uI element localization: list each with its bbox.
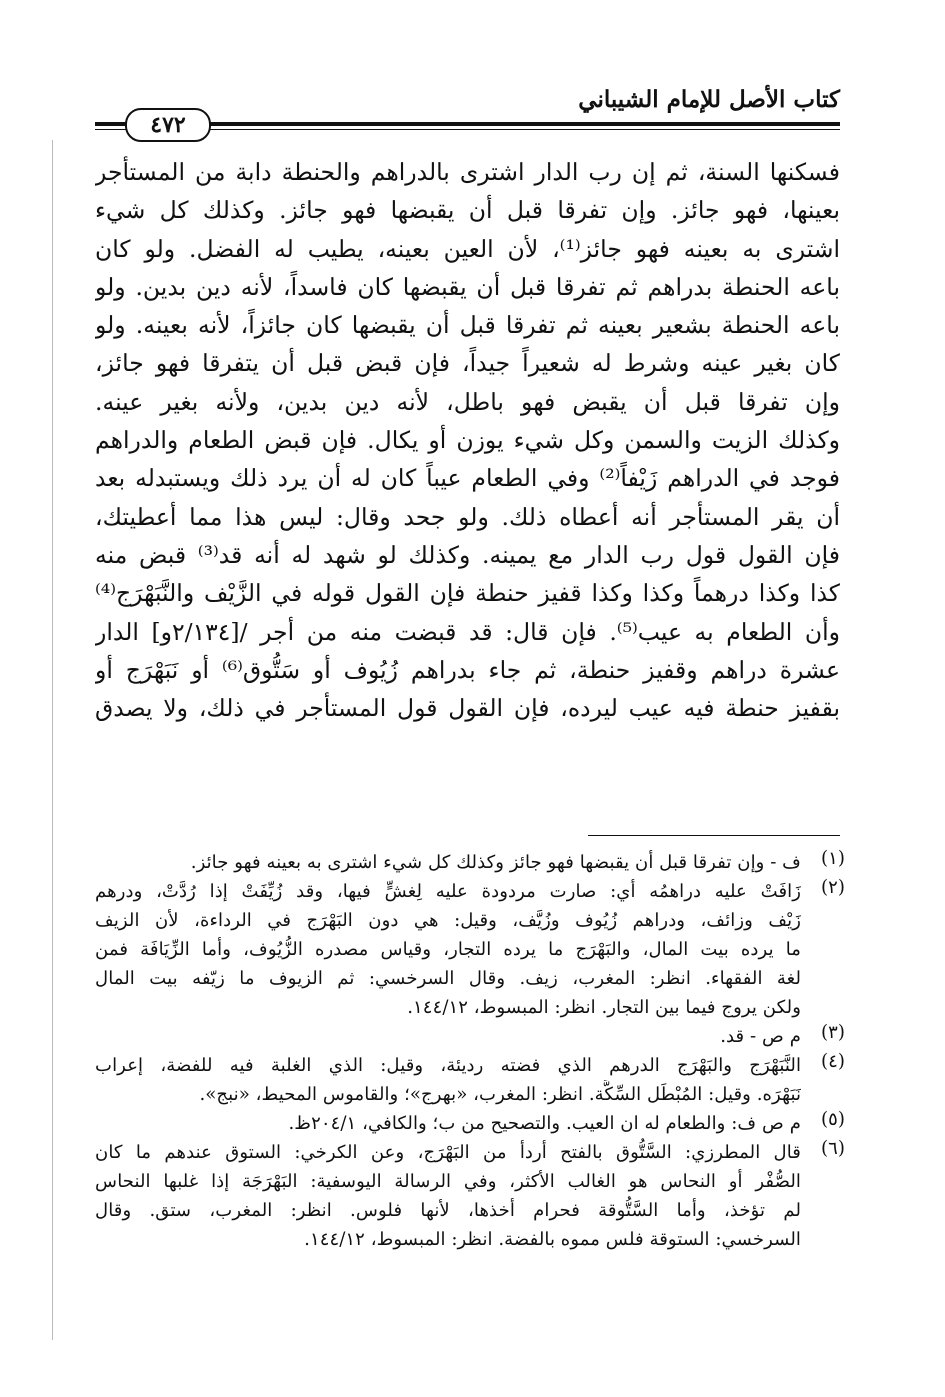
- main-text-line: أن يقر المستأجر أنه أعطاه ذلك. ولو جحد وقال: ليس هذا مما أعطيتك،: [95, 502, 840, 531]
- footnote-line: الصُّفْر أو النحاس هو الغالب الأكثر، وفي الرسالة اليوسفية: البَهْرَجَة إذا غلبها النحاس: [95, 1171, 801, 1192]
- footnote-body: [95, 877, 801, 1022]
- footnote-line: ما يرده بيت المال، والبَهْرَج ما يرده التجار، وقياس مصدره الزُّيُوف، وأما الزِّيَافَة فمن: [95, 939, 801, 960]
- footnote-2: [95, 877, 845, 1022]
- main-text-line: فإن القول قول رب الدار مع يمينه. وكذلك لو شهد له أنه قد⁽³⁾ قبض منه: [95, 540, 840, 569]
- footnote-line: السرخسي: الستوقة فلس مموه بالفضة. انظر: المبسوط، ١٤٤/١٢.: [304, 1229, 801, 1250]
- footnote-line: ف - وإن تفرقا قبل أن يقبضها فهو جائز وكذلك كل شيء اشترى به بعينه فهو جائز.: [190, 852, 801, 873]
- footnotes: [95, 848, 845, 1254]
- footnote-body: [95, 848, 801, 877]
- main-text-line: اشترى به بعينه فهو جائز⁽¹⁾، لأن العين بعينه، يطيب له الفضل. ولو كان: [95, 234, 840, 263]
- footnote-line: ولكن يروج فيما بين التجار. انظر: المبسوط، ١٤٤/١٢.: [407, 997, 801, 1018]
- main-text-line: بقفيز حنطة فيه عيب ليرده، فإن القول قول المستأجر في ذلك، ولا يصدق: [95, 694, 840, 723]
- main-text-line: فسكنها السنة، ثم إن رب الدار اشترى بالدراهم والحنطة دابة من المستأجر: [95, 158, 840, 186]
- footnote-line: زَافَتْ عليه دراهمُه أي: صارت مردودة عليه لِغشٍّ فيها، وقد زُيِّفَتْ إذا رُدَّتْ، ودرهم: [95, 881, 801, 902]
- page-margin-line: [52, 140, 53, 1340]
- footnote-line: م ص - قد.: [720, 1026, 801, 1047]
- footnote-body: [95, 1022, 801, 1051]
- main-text-line: باعه الحنطة بدراهم ثم تفرقا قبل أن يقبضها كان فاسداً، لأنه دين بدين. ولو: [95, 272, 840, 301]
- footnote-number: (٦): [821, 1138, 845, 1159]
- main-text-line: فوجد في الدراهم زَيْفاً⁽²⁾ وفي الطعام عيباً كان له أن يرد ذلك ويستبدله بعد: [95, 464, 840, 493]
- page-header: [95, 80, 840, 150]
- footnote-line: لم تؤخذ، وأما السَّتُّوقة فحرام أخذها، لأنها فلوس. انظر: المغرب، ستق. وقال: [95, 1200, 801, 1221]
- footnote-number: (٥): [821, 1109, 845, 1130]
- footnote-5: [95, 1109, 845, 1138]
- footnote-3: [95, 1022, 845, 1051]
- footnote-line: م ص ف: والطعام له ان العيب. والتصحيح من ب؛ والكافي، ٢٠٤/١ظ.: [288, 1113, 801, 1134]
- footnote-body: [95, 1051, 801, 1109]
- footnote-body: [95, 1138, 801, 1254]
- footnote-line: النَّبَهْرَج والبَهْرَج الدرهم الذي فضته رديئة، وقيل: الذي الغلبة فيه للفضة، إعراب: [95, 1055, 801, 1076]
- page-number: ٤٧٢: [125, 108, 211, 142]
- footnote-body: [95, 1109, 801, 1138]
- footnote-number: (٢): [821, 877, 845, 898]
- main-text-line: وأن الطعام به عيب⁽⁵⁾. فإن قال: قد قبضت منه من أجر /[٢/١٣٤و] الدار: [95, 617, 840, 646]
- main-text-line: بعينها، فهو جائز. وإن تفرقا قبل أن يقبضها فهو جائز. وكذلك كل شيء: [95, 196, 840, 225]
- footnote-line: لغة الفقهاء. انظر: المغرب، زيف. وقال السرخسي: ثم الزيوف ما زيّفه بيت المال: [95, 968, 801, 989]
- main-text-line: باعه الحنطة بشعير بعينه ثم تفرقا قبل أن يقبضها كان جائزاً، لأنه بعينه. ولو: [95, 311, 840, 340]
- footnote-4: [95, 1051, 845, 1109]
- footnote-line: قال المطرزي: السَّتُّوق بالفتح أردأ من البَهْرَج، وعن الكرخي: الستوق عندهم ما كان: [95, 1142, 801, 1163]
- main-text-line: كان بغير عينه وشرط له شعيراً جيداً، فإن قبض قبل أن يتفرقا فهو جائز،: [95, 349, 840, 378]
- footnote-line: نَبَهْرَه. وقيل: المُبْطَل السِّكَّة. انظر: المغرب، «بهرج»؛ والقاموس المحيط، «نبج».: [199, 1084, 801, 1105]
- main-text-line: وإن تفرقا قبل أن يقبض فهو باطل، لأنه دين بدين، ولأنه بغير عينه.: [95, 387, 840, 416]
- footnote-1: [95, 848, 845, 877]
- footnote-number: (٣): [821, 1022, 845, 1043]
- running-title: كتاب الأصل للإمام الشيباني: [578, 86, 840, 113]
- footnote-6: [95, 1138, 845, 1254]
- main-text-line: كذا وكذا درهماً وكذا وكذا قفيز حنطة فإن القول قوله في الزَّيْف والنَّبَهْرَج⁽⁴⁾: [95, 579, 840, 608]
- footnote-number: (٤): [821, 1051, 845, 1072]
- main-text: [95, 153, 840, 727]
- main-text-line: وكذلك الزيت والسمن وكل شيء يوزن أو يكال. فإن قبض الطعام والدراهم: [95, 426, 840, 455]
- main-text-line: عشرة دراهم وقفيز حنطة، ثم جاء بدراهم زُيُوف أو سَتُّوق⁽⁶⁾ أو نَبَهْرَج أو: [95, 655, 840, 684]
- footnote-line: زَيْف وزائف، ودراهم زُيُوف وزُيَّف، وقيل: هي دون البَهْرَج في الرداءة، لأن الزيف: [95, 910, 801, 931]
- footnote-separator: [588, 835, 840, 836]
- footnote-number: (١): [821, 848, 845, 869]
